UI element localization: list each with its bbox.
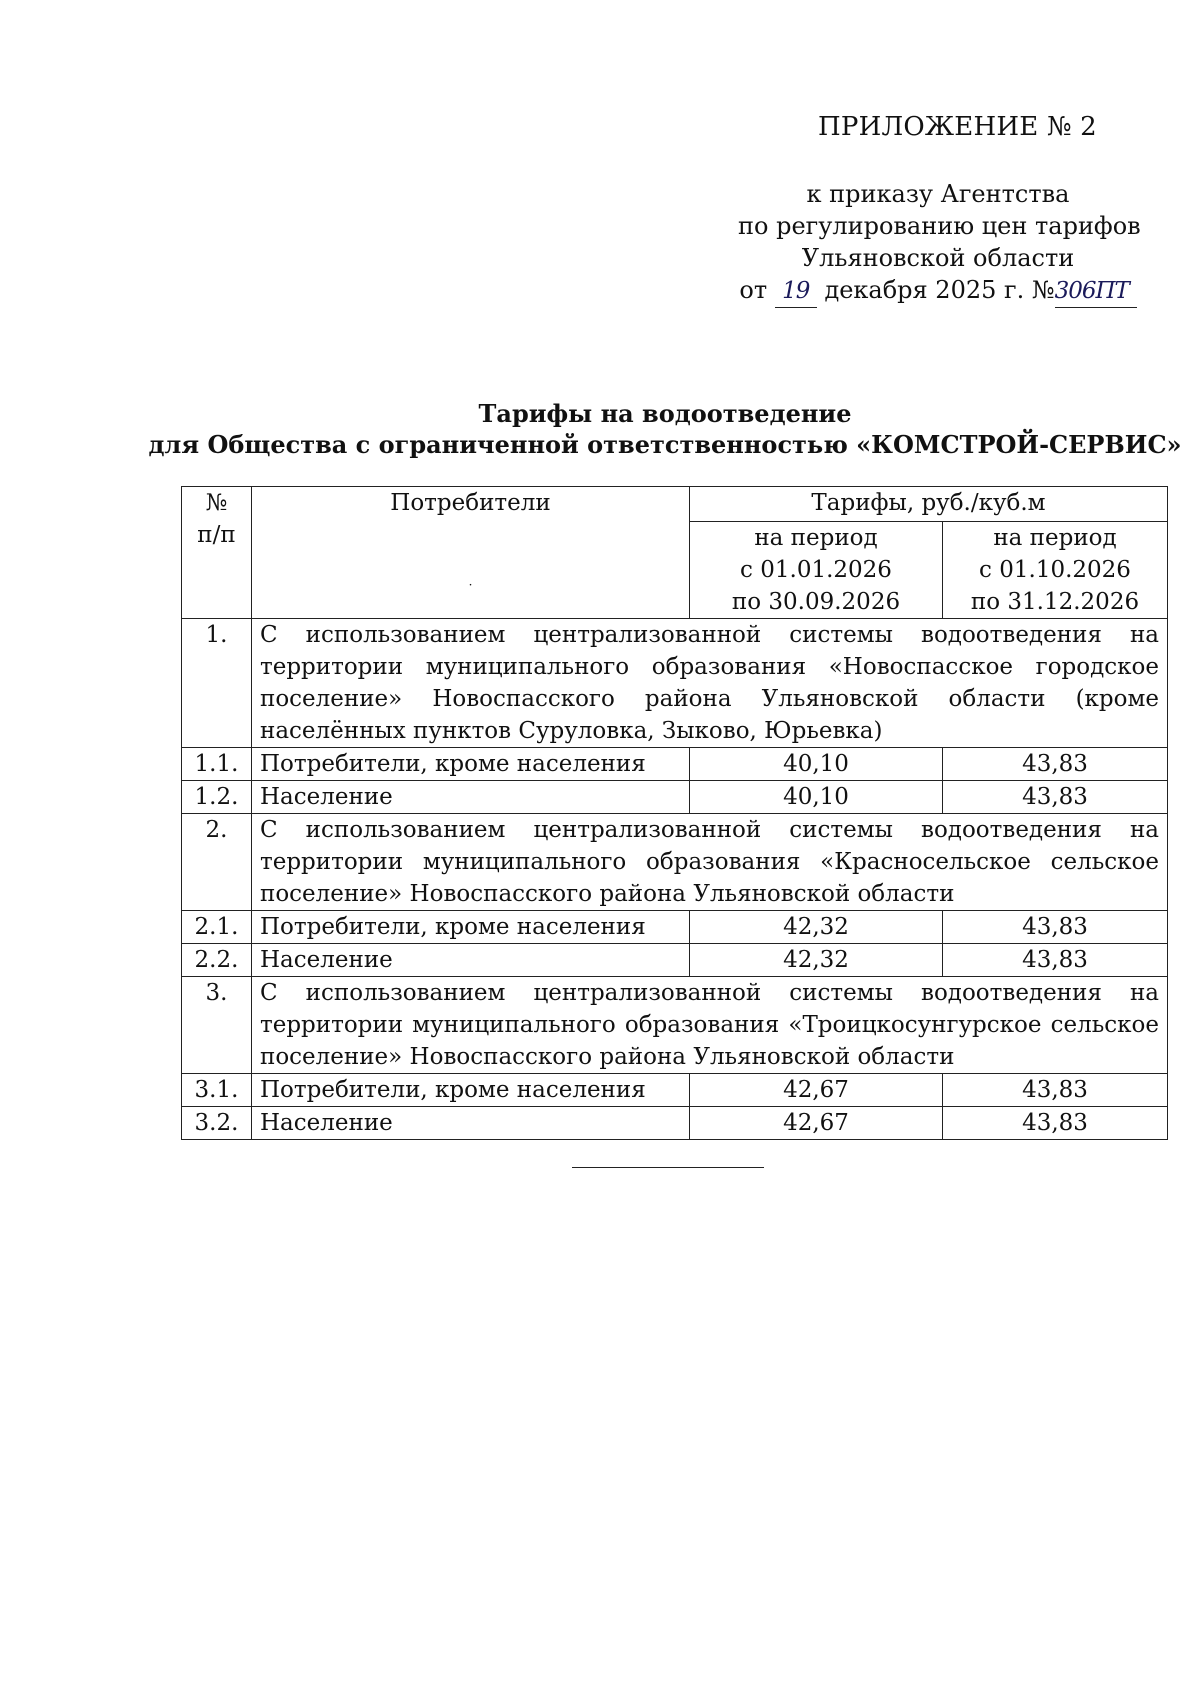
- row-tariff-2: 43,83: [943, 1074, 1168, 1107]
- row-tariff-1: 40,10: [690, 748, 943, 781]
- header-period-1: [690, 522, 943, 619]
- row-tariff-1: 42,67: [690, 1107, 943, 1140]
- row-tariff-1: 42,67: [690, 1074, 943, 1107]
- row-tariff-2: 43,83: [943, 781, 1168, 814]
- table-row: [182, 944, 1168, 977]
- order-reference-line: к приказу Агентства: [806, 180, 1070, 208]
- header-period-1-line: по 30.09.2026: [731, 589, 901, 615]
- table-header-row: [182, 487, 1168, 522]
- tariffs-table: [181, 486, 1168, 1140]
- handwritten-order-number-value: 306ПТ: [1054, 278, 1129, 304]
- row-consumer: Потребители, кроме населения: [252, 748, 690, 781]
- handwritten-day: [775, 274, 817, 308]
- table-row: [182, 748, 1168, 781]
- header-period-1-line: на период: [754, 525, 878, 551]
- row-consumer: Потребители, кроме населения: [252, 911, 690, 944]
- header-num-text: № п/п: [197, 490, 236, 548]
- header-period-2-line: на период: [993, 525, 1117, 551]
- table-row: [182, 781, 1168, 814]
- document-title: [120, 398, 1200, 460]
- order-reference-line: Ульяновской области: [801, 244, 1075, 272]
- row-tariff-2: 43,83: [943, 1107, 1168, 1140]
- handwritten-order-number: [1055, 274, 1137, 308]
- header-tariffs: Тарифы, руб./куб.м: [690, 487, 1168, 522]
- row-tariff-2: 43,83: [943, 944, 1168, 977]
- row-num: 3.2.: [182, 1107, 252, 1140]
- table-row: [182, 1107, 1168, 1140]
- tariffs-table-body: [182, 487, 1168, 1140]
- table-row: [182, 1074, 1168, 1107]
- row-tariff-2: 43,83: [943, 748, 1168, 781]
- section-num: 2.: [182, 814, 252, 911]
- section-num: 1.: [182, 619, 252, 748]
- order-reference-line: по регулированию цен тарифов: [738, 212, 1141, 240]
- section-description: С использованием централизованной системы водоотведения на территории муниципального образования «Новоспасское городское поселение» Новоспасского района Ульяновской области (кроме населённых пунктов Суруловка, Зыково, Юрьевка): [252, 619, 1168, 748]
- header-num: [182, 487, 252, 619]
- order-date-line: [738, 274, 1138, 308]
- section-num: 3.: [182, 977, 252, 1074]
- date-prefix: от: [739, 276, 768, 304]
- row-num: 2.1.: [182, 911, 252, 944]
- section-description: С использованием централизованной системы водоотведения на территории муниципального образования «Красносельское сельское поселение» Новоспасского района Ульяновской области: [252, 814, 1168, 911]
- row-consumer: Потребители, кроме населения: [252, 1074, 690, 1107]
- section-row: [182, 814, 1168, 911]
- row-consumer: Население: [252, 781, 690, 814]
- header-consumers-text: Потребители: [390, 490, 551, 516]
- scan-dot: ·: [468, 578, 473, 592]
- title-line-1: Тарифы на водоотведение: [478, 399, 852, 428]
- order-reference: [738, 178, 1141, 308]
- row-tariff-1: 42,32: [690, 911, 943, 944]
- header-period-2-line: с 01.10.2026: [979, 557, 1131, 583]
- appendix-label: ПРИЛОЖЕНИЕ № 2: [818, 112, 1097, 142]
- header-period-2-line: по 31.12.2026: [970, 589, 1140, 615]
- section-row: [182, 977, 1168, 1074]
- row-consumer: Население: [252, 944, 690, 977]
- header-consumers: [252, 487, 690, 619]
- row-num: 3.1.: [182, 1074, 252, 1107]
- row-tariff-1: 40,10: [690, 781, 943, 814]
- row-tariff-1: 42,32: [690, 944, 943, 977]
- handwritten-day-value: 19: [782, 278, 810, 304]
- row-num: 1.1.: [182, 748, 252, 781]
- section-description: С использованием централизованной системы водоотведения на территории муниципального образования «Троицкосунгурское сельское поселение» Новоспасского района Ульяновской области: [252, 977, 1168, 1074]
- title-line-2: для Общества с ограниченной ответственностью «КОМСТРОЙ-СЕРВИС»: [148, 430, 1182, 459]
- table-row: [182, 911, 1168, 944]
- header-period-1-line: с 01.01.2026: [740, 557, 892, 583]
- section-row: [182, 619, 1168, 748]
- date-rest: декабря 2025 г. №: [824, 276, 1055, 304]
- row-tariff-2: 43,83: [943, 911, 1168, 944]
- row-consumer: Население: [252, 1107, 690, 1140]
- row-num: 2.2.: [182, 944, 252, 977]
- row-num: 1.2.: [182, 781, 252, 814]
- end-divider: [572, 1167, 764, 1168]
- header-period-2: [943, 522, 1168, 619]
